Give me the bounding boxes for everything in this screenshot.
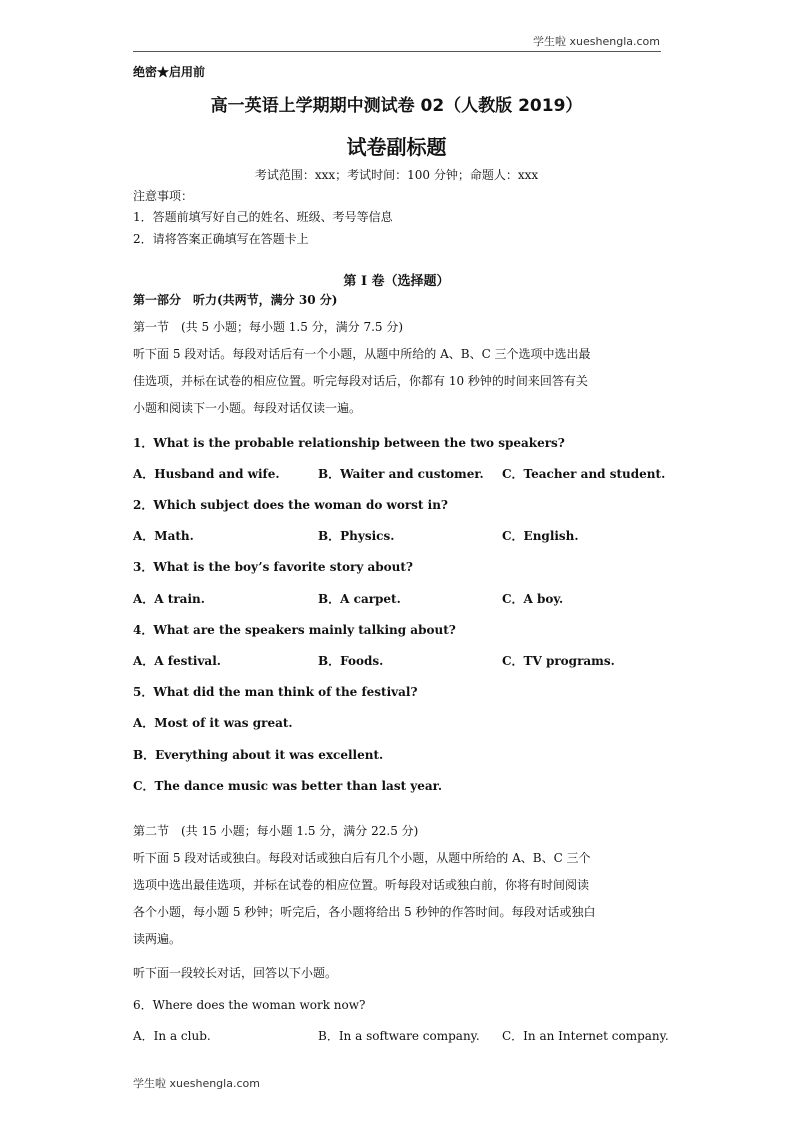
section2-instruction-line: 选项中选出最佳选项，并标在试卷的相应位置。听每段对话或独白前，你将有时间阅读: [133, 878, 590, 892]
option-b: B．Waiter and customer.: [318, 467, 484, 481]
footer-site-logo: 学生啦 xueshengla.com: [133, 1077, 260, 1090]
option-b: B．Physics.: [318, 529, 395, 543]
section2-subheading: 听下面一段较长对话，回答以下小题。: [133, 966, 338, 980]
option-c: C．TV programs.: [502, 654, 615, 668]
section2-instruction-line: 听下面 5 段对话或独白。每段对话或独白后有几个小题，从题中所给的 A、B、C 三个: [133, 851, 591, 865]
question-stem: 1．What is the probable relationship between the two speakers?: [133, 436, 565, 450]
option-a: A．A festival.: [133, 654, 221, 668]
option-b: B．In a software company.: [318, 1029, 480, 1043]
option-a: A．Husband and wife.: [133, 467, 280, 481]
option-c: C．A boy.: [502, 592, 564, 606]
option-b: B．Everything about it was excellent.: [133, 748, 384, 762]
question-stem: 3．What is the boy’s favorite story about?: [133, 560, 413, 574]
option-a: A．Most of it was great.: [133, 716, 293, 730]
exam-info: 考试范围：xxx；考试时间：100 分钟；命题人：xxx: [254, 168, 539, 182]
notice-title: 注意事项：: [133, 189, 194, 203]
section1-instruction-line: 佳选项，并标在试卷的相应位置。听完每段对话后，你都有 10 秒钟的时间来回答有关: [133, 374, 588, 388]
exam-title: 高一英语上学期期中测试卷 02（人教版 2019）: [210, 96, 583, 116]
section1-title: 第一节 (共 5 小题；每小题 1.5 分，满分 7.5 分): [133, 320, 404, 334]
option-a: A．Math.: [133, 529, 194, 543]
option-c: C．Teacher and student.: [502, 467, 666, 481]
notice-item-2: 2．请将答案正确填写在答题卡上: [133, 232, 309, 246]
option-a: A．A train.: [133, 592, 205, 606]
notice-item-1: 1．答题前填写好自己的姓名、班级、考号等信息: [133, 210, 393, 224]
question-stem: 4．What are the speakers mainly talking about?: [133, 623, 456, 637]
option-b: B．Foods.: [318, 654, 384, 668]
option-c: C．English.: [502, 529, 579, 543]
section1-instruction-line: 小题和阅读下一小题。每段对话仅读一遍。: [133, 401, 362, 415]
option-b: B．A carpet.: [318, 592, 401, 606]
question-stem: 2．Which subject does the woman do worst in?: [133, 498, 448, 512]
section-heading: 第一部分 听力(共两节，满分 30 分): [133, 293, 338, 307]
section2-instruction-line: 各个小题，每小题 5 秒钟；听完后，各小题将给出 5 秒钟的作答时间。每段对话或独白: [133, 905, 596, 919]
section2-instruction-line: 读两遍。: [133, 932, 182, 946]
exam-subtitle: 试卷副标题: [346, 135, 447, 159]
option-a: A．In a club.: [133, 1029, 211, 1043]
option-c: C．In an Internet company.: [502, 1029, 669, 1043]
secret-label: 绝密★启用前: [133, 65, 206, 79]
part-title: 第 I 卷（选择题）: [343, 274, 450, 289]
section2-title: 第二节 (共 15 小题；每小题 1.5 分，满分 22.5 分): [133, 824, 419, 838]
header-site-logo: 学生啦 xueshengla.com: [533, 35, 660, 48]
section1-instruction-line: 听下面 5 段对话。每段对话后有一个小题，从题中所给的 A、B、C 三个选项中选出最: [133, 347, 591, 361]
question-stem: 5．What did the man think of the festival?: [133, 685, 418, 699]
question-stem: 6．Where does the woman work now?: [133, 998, 366, 1012]
option-c: C．The dance music was better than last year.: [133, 779, 443, 793]
header-divider: [133, 51, 661, 52]
